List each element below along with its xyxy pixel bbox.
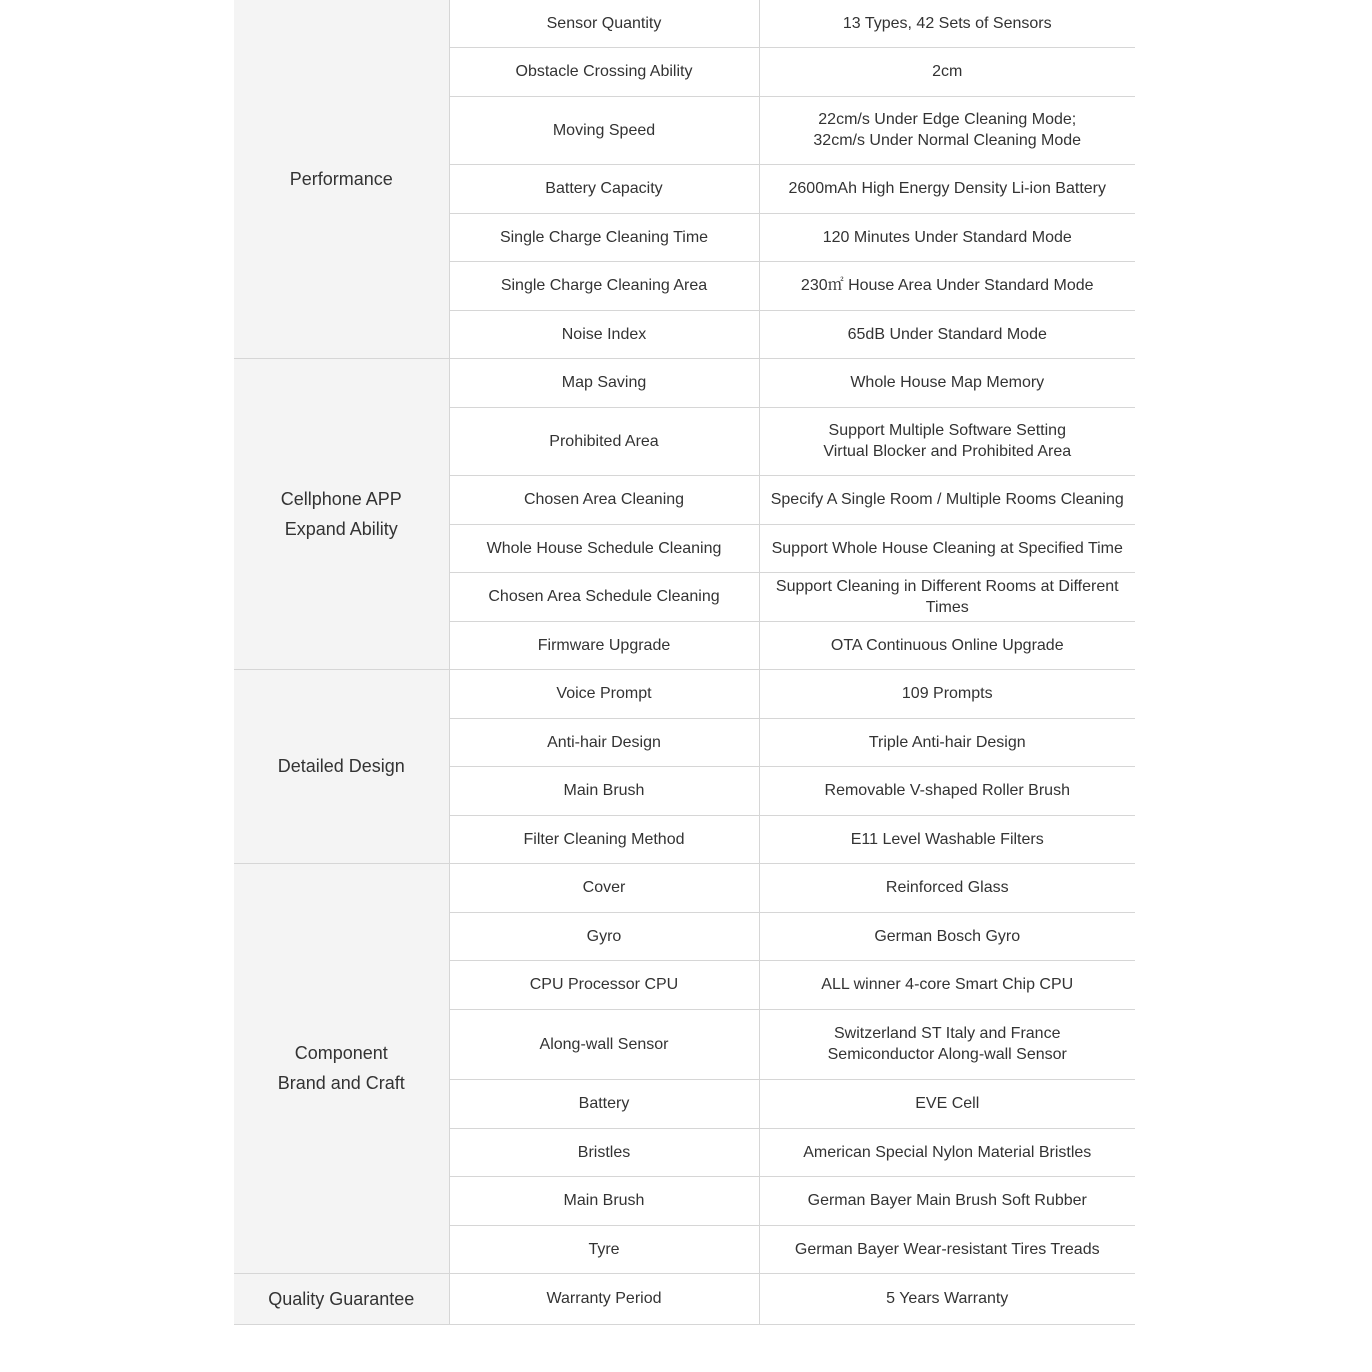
spec-value-line: 32cm/s Under Normal Cleaning Mode xyxy=(813,132,1082,149)
spec-item-value xyxy=(759,1079,1135,1128)
spec-item-name: Along-wall Sensor xyxy=(449,1009,759,1079)
spec-item-value xyxy=(759,1176,1135,1225)
spec-item-name: Single Charge Cleaning Time xyxy=(449,213,759,261)
spec-value-line: American Special Nylon Material Bristles xyxy=(803,1143,1092,1161)
spec-item-name: Chosen Area Schedule Cleaning xyxy=(449,572,759,621)
spec-value-line: German Bayer Main Brush Soft Rubber xyxy=(807,1192,1087,1209)
spec-item-name: Battery xyxy=(449,1079,759,1128)
spec-value-line: 230㎡ House Area Under Standard Mode xyxy=(800,277,1094,294)
spec-value-line: Support Multiple Software Setting xyxy=(828,422,1066,439)
spec-item-name: Voice Prompt xyxy=(449,669,759,718)
category-label: Cellphone APP xyxy=(280,488,402,509)
spec-row xyxy=(234,0,1135,47)
spec-value-line: Support Whole House Cleaning at Specified Time xyxy=(771,539,1123,557)
spec-item-value xyxy=(759,863,1135,912)
spec-item-name: Obstacle Crossing Ability xyxy=(449,47,759,96)
spec-item-value xyxy=(759,669,1135,718)
spec-row xyxy=(234,1273,1135,1324)
spec-item-value xyxy=(759,310,1135,358)
spec-value-line: 22cm/s Under Edge Cleaning Mode; xyxy=(818,111,1077,128)
spec-item-value xyxy=(759,261,1135,310)
spec-value-line: 120 Minutes Under Standard Mode xyxy=(822,228,1072,246)
spec-value-line: 109 Prompts xyxy=(901,685,993,702)
spec-item-value xyxy=(759,912,1135,960)
spec-value-line: 2cm xyxy=(932,63,963,80)
spec-value-line: Whole House Map Memory xyxy=(850,374,1045,391)
spec-item-name: Whole House Schedule Cleaning xyxy=(449,524,759,572)
spec-item-name: Warranty Period xyxy=(449,1273,759,1324)
spec-row xyxy=(234,863,1135,912)
spec-item-value xyxy=(759,1128,1135,1176)
spec-value-line: EVE Cell xyxy=(915,1095,980,1112)
spec-item-name: Gyro xyxy=(449,912,759,960)
spec-item-value xyxy=(759,960,1135,1009)
spec-item-value xyxy=(759,718,1135,766)
category-cell xyxy=(234,863,449,1273)
spec-item-name: CPU Processor CPU xyxy=(449,960,759,1009)
spec-value-line: Virtual Blocker and Prohibited Area xyxy=(823,443,1072,460)
spec-item-value xyxy=(759,358,1135,407)
spec-value-line: Switzerland ST Italy and France xyxy=(834,1025,1061,1042)
category-label: Component xyxy=(294,1043,388,1063)
spec-item-name: Map Saving xyxy=(449,358,759,407)
spec-item-name: Main Brush xyxy=(449,766,759,815)
category-cell xyxy=(234,0,449,358)
spec-item-value xyxy=(759,1273,1135,1324)
spec-item-value xyxy=(759,524,1135,572)
spec-item-name: Single Charge Cleaning Area xyxy=(449,261,759,310)
spec-item-value xyxy=(759,815,1135,863)
spec-item-value xyxy=(759,213,1135,261)
spec-value-line: 65dB Under Standard Mode xyxy=(847,325,1047,343)
category-cell xyxy=(234,1273,449,1324)
category-label: Detailed Design xyxy=(277,756,405,776)
spec-item-value xyxy=(759,572,1135,621)
spec-value-line: Semiconductor Along-wall Sensor xyxy=(827,1046,1067,1063)
spec-value-line: 13 Types, 42 Sets of Sensors xyxy=(842,14,1052,32)
spec-item-value xyxy=(759,1225,1135,1273)
spec-item-name: Anti-hair Design xyxy=(449,718,759,766)
category-label: Expand Ability xyxy=(284,518,398,539)
spec-value-line: ALL winner 4-core Smart Chip CPU xyxy=(821,976,1074,993)
spec-value-line: Support Cleaning in Different Rooms at Different Times xyxy=(775,577,1119,616)
spec-item-name: Sensor Quantity xyxy=(449,0,759,47)
spec-item-name: Noise Index xyxy=(449,310,759,358)
spec-item-value xyxy=(759,47,1135,96)
spec-value-line: Reinforced Glass xyxy=(885,879,1009,896)
spec-value-line: Removable V-shaped Roller Brush xyxy=(824,782,1070,799)
spec-item-name: Firmware Upgrade xyxy=(449,621,759,669)
spec-value-line: 5 Years Warranty xyxy=(886,1290,1009,1307)
spec-item-value xyxy=(759,621,1135,669)
category-label: Performance xyxy=(289,168,393,189)
spec-item-name: Prohibited Area xyxy=(449,407,759,475)
spec-value-line: Triple Anti-hair Design xyxy=(868,733,1026,751)
spec-value-line: German Bayer Wear-resistant Tires Treads xyxy=(794,1240,1100,1258)
spec-item-name: Moving Speed xyxy=(449,96,759,164)
spec-value-line: OTA Continuous Online Upgrade xyxy=(830,636,1064,654)
spec-item-value xyxy=(759,164,1135,213)
spec-value-line: 2600mAh High Energy Density Li-ion Battery xyxy=(788,180,1106,197)
spec-item-name: Tyre xyxy=(449,1225,759,1273)
category-label: Brand and Craft xyxy=(277,1073,405,1093)
spec-value-line: German Bosch Gyro xyxy=(874,927,1021,945)
spec-row xyxy=(234,358,1135,407)
spec-value-line: E11 Level Washable Filters xyxy=(850,830,1044,848)
category-label: Quality Guarantee xyxy=(268,1288,415,1309)
spec-item-value xyxy=(759,0,1135,47)
spec-item-name: Main Brush xyxy=(449,1176,759,1225)
spec-table xyxy=(234,0,1135,1325)
spec-item-name: Battery Capacity xyxy=(449,164,759,213)
spec-item-value xyxy=(759,475,1135,524)
spec-value-line: Specify A Single Room / Multiple Rooms Cleaning xyxy=(770,491,1124,508)
spec-item-name: Bristles xyxy=(449,1128,759,1176)
spec-item-name: Filter Cleaning Method xyxy=(449,815,759,863)
spec-item-value xyxy=(759,766,1135,815)
category-cell xyxy=(234,669,449,863)
spec-item-name: Chosen Area Cleaning xyxy=(449,475,759,524)
spec-item-value xyxy=(759,1009,1135,1079)
category-cell xyxy=(234,358,449,669)
spec-table-body xyxy=(234,0,1135,1324)
spec-item-name: Cover xyxy=(449,863,759,912)
spec-row xyxy=(234,669,1135,718)
spec-item-value xyxy=(759,407,1135,475)
spec-item-value xyxy=(759,96,1135,164)
